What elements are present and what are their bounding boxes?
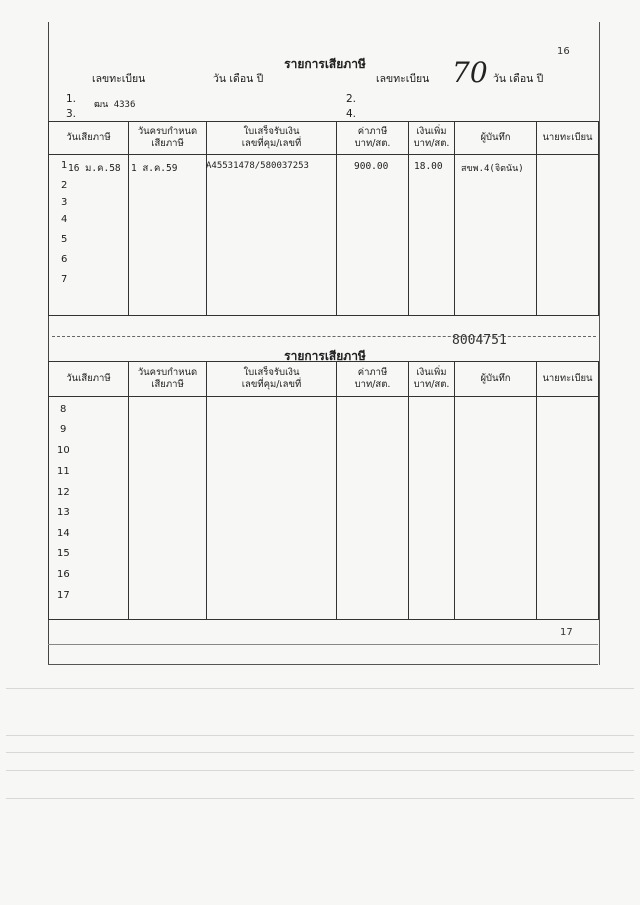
upper-col-tax-date-label: วันเสียภาษี: [66, 132, 111, 143]
upper-table-header-row: [49, 122, 599, 155]
header-right-date-label: วัน เดือน ปี: [493, 73, 544, 85]
lower-col-registrar-label: นายทะเบียน: [542, 373, 593, 384]
upper-col-registrar: [537, 122, 599, 155]
header-left-date-label: วัน เดือน ปี: [213, 73, 264, 85]
stray-serial-number: 8004751: [452, 333, 507, 348]
upper-row-num-6: 6: [61, 254, 68, 265]
lower-col-registrar: [537, 362, 599, 397]
page-number-top: 16: [557, 46, 570, 57]
upper-col-registrar-label: นายทะเบียน: [542, 132, 593, 143]
upper-row-num-2: 2: [61, 180, 68, 191]
scan-line: [6, 798, 634, 799]
row-1-tax-date: 16 ม.ค.58: [68, 163, 121, 174]
lower-col-surcharge-label: เงินเพิ่ม บาท/สต.: [413, 367, 450, 390]
tear-line: [52, 336, 596, 337]
row-1-recorder: สขพ.4(จิตนัน): [461, 164, 524, 174]
upper-col-due-date: [129, 122, 207, 155]
upper-row-num-4: 4: [61, 214, 68, 225]
upper-col-receipt-label: ใบเสร็จรับเงิน เลขที่คุม/เลขที่: [241, 126, 302, 149]
lower-col-due-date-label: วันครบกำหนด เสียภาษี: [137, 367, 198, 390]
upper-col-receipt: [207, 122, 337, 155]
page-frame-bottom: [48, 664, 598, 665]
lower-row-num-11: 11: [57, 466, 70, 477]
upper-col-tax-label: ค่าภาษี บาท/สต.: [354, 126, 391, 149]
lower-col-recorder-label: ผู้บันทึก: [480, 373, 511, 384]
upper-row-num-1: 1: [61, 160, 68, 171]
lower-row-num-13: 13: [57, 507, 70, 518]
upper-col-recorder-label: ผู้บันทึก: [480, 132, 511, 143]
upper-col-tax: [337, 122, 409, 155]
lower-row-num-16: 16: [57, 569, 70, 580]
handwritten-mark: 70: [452, 56, 488, 89]
lower-col-due-date: [129, 362, 207, 397]
registration-4-num: 4.: [346, 108, 357, 120]
footer-separator: [48, 644, 598, 645]
row-1-due-date: 1 ส.ค.59: [131, 163, 178, 174]
scan-line: [6, 752, 634, 753]
upper-row-num-3: 3: [61, 197, 68, 208]
lower-col-tax: [337, 362, 409, 397]
lower-col-receipt-label: ใบเสร็จรับเงิน เลขที่คุม/เลขที่: [241, 367, 302, 390]
lower-row-num-14: 14: [57, 528, 70, 539]
page-number-bottom: 17: [560, 627, 573, 638]
upper-col-due-date-label: วันครบกำหนด เสียภาษี: [137, 126, 198, 149]
scan-line: [6, 688, 634, 689]
lower-col-tax-date: [49, 362, 129, 397]
upper-col-surcharge-label: เงินเพิ่ม บาท/สต.: [413, 126, 450, 149]
registration-3-num: 3.: [66, 108, 77, 120]
lower-row-num-15: 15: [57, 548, 70, 559]
scan-line: [6, 735, 634, 736]
upper-col-recorder: [455, 122, 537, 155]
registration-1-num: 1.: [66, 93, 77, 105]
lower-row-num-17: 17: [57, 590, 70, 601]
header-left-reg-label: เลขทะเบียน: [92, 73, 146, 85]
lower-col-tax-date-label: วันเสียภาษี: [66, 373, 111, 384]
registration-1-value: ฒน 4336: [94, 100, 136, 110]
upper-row-num-7: 7: [61, 274, 68, 285]
upper-col-tax-date: [49, 122, 129, 155]
registration-2-num: 2.: [346, 93, 357, 105]
row-1-surcharge: 18.00: [414, 161, 443, 172]
row-1-tax: 900.00: [354, 161, 389, 172]
lower-row-num-12: 12: [57, 487, 70, 498]
lower-table-header-row: [49, 362, 599, 397]
row-1-receipt: A45531478/580037253: [206, 161, 309, 171]
scan-line: [6, 770, 634, 771]
upper-col-surcharge: [409, 122, 455, 155]
lower-col-surcharge: [409, 362, 455, 397]
lower-row-num-8: 8: [60, 404, 67, 415]
lower-col-recorder: [455, 362, 537, 397]
header-right-reg-label: เลขทะเบียน: [376, 73, 430, 85]
upper-table-body: [49, 155, 599, 316]
upper-row-num-5: 5: [61, 234, 68, 245]
lower-tax-table: [48, 361, 599, 620]
lower-section-title: รายการเสียภาษี: [284, 349, 366, 363]
upper-tax-table: [48, 121, 599, 316]
lower-col-tax-label: ค่าภาษี บาท/สต.: [354, 367, 391, 390]
lower-row-num-9: 9: [60, 424, 67, 435]
lower-row-num-10: 10: [57, 445, 70, 456]
lower-col-receipt: [207, 362, 337, 397]
upper-section-title: รายการเสียภาษี: [284, 57, 366, 71]
lower-table-body: [49, 397, 599, 620]
